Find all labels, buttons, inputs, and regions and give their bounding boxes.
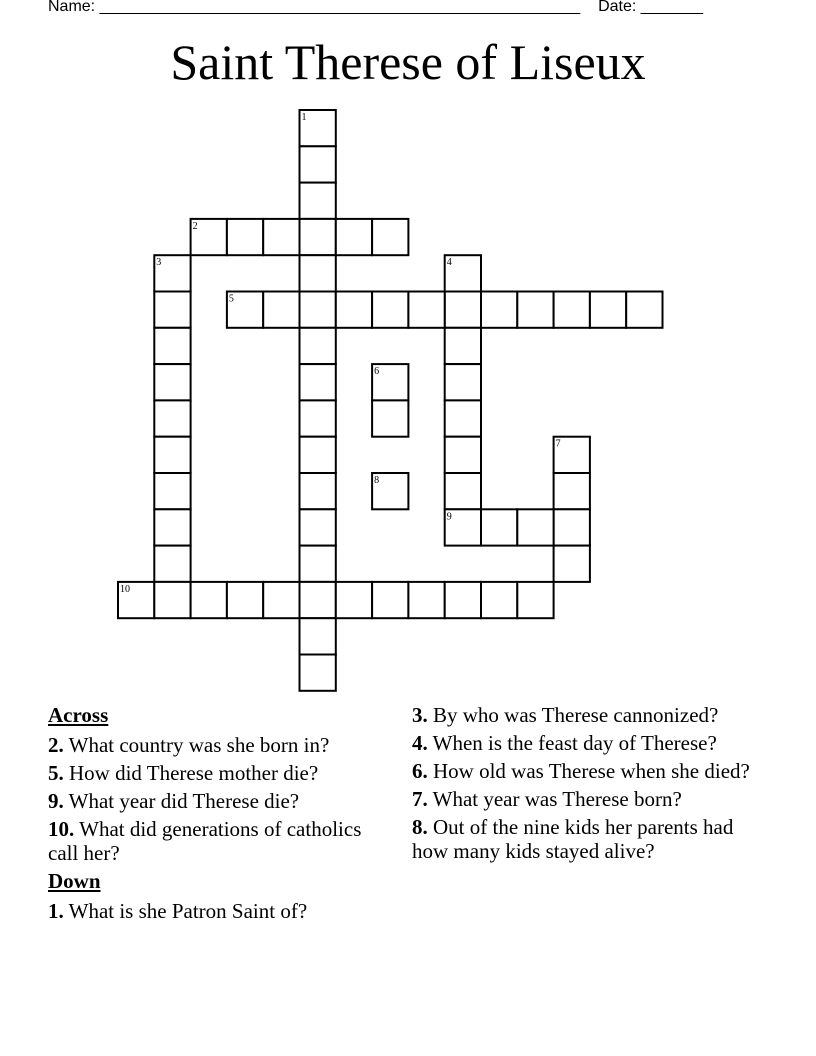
grid-cell[interactable] [300, 219, 336, 255]
grid-cell[interactable] [445, 400, 481, 436]
grid-cell[interactable] [554, 292, 590, 328]
grid-cell[interactable] [554, 509, 590, 545]
grid-cell[interactable] [481, 582, 517, 618]
grid-cell[interactable] [481, 509, 517, 545]
grid-cell[interactable] [154, 509, 190, 545]
grid-cell[interactable] [300, 437, 336, 473]
grid-cell[interactable] [372, 219, 408, 255]
grid-cell[interactable] [300, 400, 336, 436]
grid-cell[interactable] [481, 292, 517, 328]
grid-cell[interactable] [300, 146, 336, 182]
grid-cell[interactable] [445, 292, 481, 328]
grid-cell[interactable] [517, 509, 553, 545]
grid-cell[interactable] [300, 328, 336, 364]
clue-down-1: 1. What is she Patron Saint of? [48, 899, 308, 923]
grid-cell[interactable] [154, 328, 190, 364]
grid-cell[interactable] [154, 364, 190, 400]
grid-cell[interactable] [154, 292, 190, 328]
clue-across-10: 10. What did generations of catholics call her? [48, 817, 362, 865]
name-label: Name: ______________________________________________________ [48, 0, 581, 15]
clue-across-2: 2. What country was she born in? [48, 733, 330, 757]
grid-cell[interactable] [554, 546, 590, 582]
grid-cell[interactable] [590, 292, 626, 328]
grid-cell[interactable] [154, 546, 190, 582]
grid-cell[interactable] [154, 582, 190, 618]
clues-left-column [48, 703, 393, 927]
grid-cell[interactable] [300, 618, 336, 654]
clue-across-9: 9. What year did Therese die? [48, 789, 300, 813]
clue-number-6: 6 [374, 366, 380, 378]
clue-number-1: 1 [301, 112, 307, 123]
grid-cell[interactable] [300, 183, 336, 219]
grid-cell[interactable] [372, 400, 408, 436]
grid-cell[interactable] [408, 292, 444, 328]
grid-cell[interactable] [300, 255, 336, 291]
grid-cell[interactable] [445, 364, 481, 400]
grid-cell[interactable] [300, 582, 336, 618]
clue-number-10: 10 [120, 583, 130, 595]
clue-number-8: 8 [374, 475, 380, 486]
grid-cell[interactable] [300, 292, 336, 328]
clue-number-4: 4 [446, 257, 452, 269]
clue-down-6: 6. How old was Therese when she died? [412, 759, 750, 783]
grid-cell[interactable] [227, 582, 263, 618]
clue-number-3: 3 [156, 257, 162, 269]
grid-cell[interactable] [554, 473, 590, 509]
grid-cell[interactable] [154, 400, 190, 436]
clue-down-8: 8. Out of the nine kids her parents had how many kids stayed alive? [412, 815, 734, 863]
grid-cell[interactable] [372, 292, 408, 328]
clue-number-5: 5 [228, 293, 234, 305]
grid-cell[interactable] [336, 582, 372, 618]
grid-cell[interactable] [445, 437, 481, 473]
grid-cell[interactable] [372, 582, 408, 618]
down-heading: Down [48, 869, 101, 893]
clue-number-9: 9 [446, 511, 452, 523]
clue-number-7: 7 [555, 438, 561, 450]
grid-cell[interactable] [626, 292, 662, 328]
grid-cell[interactable] [263, 219, 299, 255]
grid-cell[interactable] [263, 582, 299, 618]
grid-cell[interactable] [263, 292, 299, 328]
grid-cell[interactable] [227, 219, 263, 255]
grid-cell[interactable] [445, 582, 481, 618]
clue-number-2: 2 [192, 220, 198, 232]
grid-cell[interactable] [300, 364, 336, 400]
grid-cell[interactable] [336, 219, 372, 255]
page-title: Saint Therese of Liseux [170, 34, 646, 90]
grid-cell[interactable] [517, 292, 553, 328]
clue-down-7: 7. What year was Therese born? [412, 787, 682, 811]
grid-cell[interactable] [445, 328, 481, 364]
grid-cell[interactable] [300, 546, 336, 582]
grid-cell[interactable] [154, 437, 190, 473]
grid-cell[interactable] [517, 582, 553, 618]
across-heading: Across [48, 703, 109, 727]
clue-down-3: 3. By who was Therese cannonized? [412, 703, 719, 727]
clues-right-column [412, 703, 757, 867]
grid-cell[interactable] [408, 582, 444, 618]
grid-cell[interactable] [300, 655, 336, 691]
clue-down-4: 4. When is the feast day of Therese? [412, 731, 717, 755]
grid-cell[interactable] [445, 473, 481, 509]
grid-cell[interactable] [300, 509, 336, 545]
grid-cell[interactable] [300, 473, 336, 509]
clue-across-5: 5. How did Therese mother die? [48, 761, 319, 785]
date-label: Date: _______ [598, 0, 704, 15]
grid-cell[interactable] [191, 582, 227, 618]
grid-cell[interactable] [154, 473, 190, 509]
grid-cell[interactable] [336, 292, 372, 328]
